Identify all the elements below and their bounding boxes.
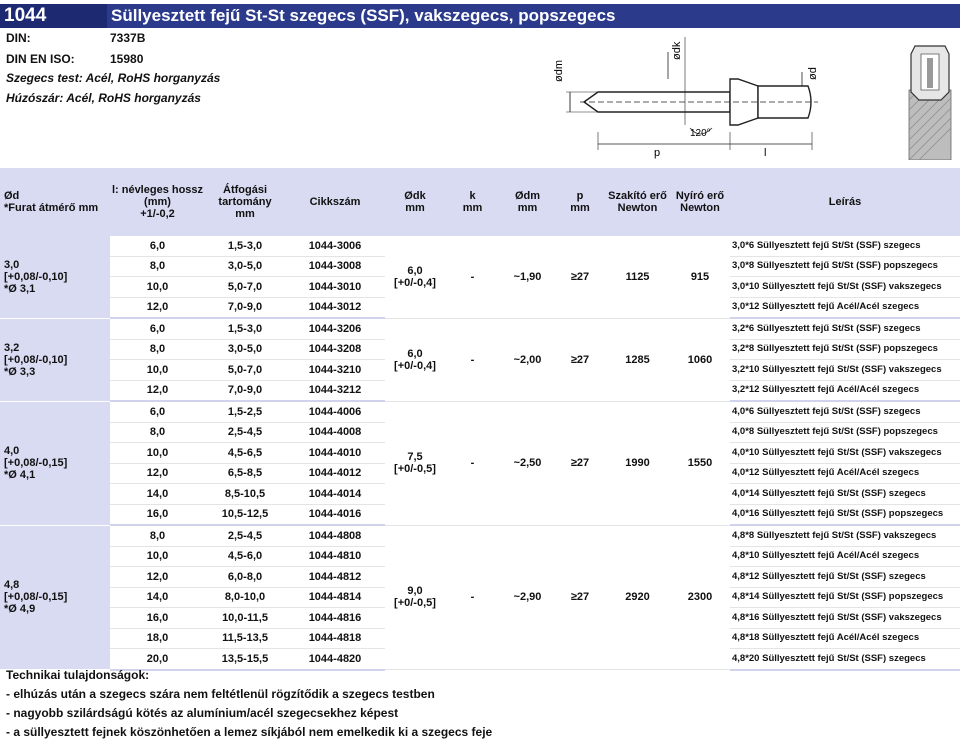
article-cell: 1044-4006 xyxy=(285,401,385,422)
range-cell: 7,0-9,0 xyxy=(205,297,285,318)
length-cell: 18,0 xyxy=(110,628,205,649)
tech-item: - nagyobb szilárdságú kötés az alumínium/acél szegecsekhez képest xyxy=(6,706,399,720)
label-p: p xyxy=(654,147,661,159)
col-length: l: névleges hossz (mm) +1/-0,2 xyxy=(110,168,205,236)
article-cell: 1044-4016 xyxy=(285,504,385,525)
col-k: k mm xyxy=(445,168,500,236)
dk-cell: 7,5 [+0/-0,5] xyxy=(385,401,445,525)
article-cell: 1044-4820 xyxy=(285,649,385,670)
spec-iso xyxy=(6,52,144,66)
shear-cell: 2300 xyxy=(670,525,730,670)
shear-cell: 915 xyxy=(670,236,730,318)
article-cell: 1044-3012 xyxy=(285,297,385,318)
article-cell: 1044-3208 xyxy=(285,339,385,360)
description-cell: 4,8*10 Süllyesztett fejű Acél/Acél szegecs xyxy=(730,546,960,567)
length-cell: 12,0 xyxy=(110,567,205,588)
product-title: Süllyesztett fejű St-St szegecs (SSF), vakszegecs, popszegecs xyxy=(107,4,960,28)
length-cell: 16,0 xyxy=(110,608,205,629)
table-header-row xyxy=(0,168,960,236)
article-cell: 1044-3008 xyxy=(285,256,385,277)
p-cell: ≥27 xyxy=(555,525,605,670)
tech-item: - a süllyesztett fejnek köszönhetően a lemez síkjából nem emelkedik ki a szegecs feje xyxy=(6,725,493,739)
col-description: Leírás xyxy=(730,168,960,236)
p-cell: ≥27 xyxy=(555,318,605,401)
length-cell: 10,0 xyxy=(110,360,205,381)
spec-din-label: DIN: xyxy=(6,31,31,45)
description-cell: 4,0*14 Süllyesztett fejű St/St (SSF) szegecs xyxy=(730,484,960,505)
rivet-drawing xyxy=(540,32,830,162)
description-cell: 4,8*16 Süllyesztett fejű St/St (SSF) vakszegecs xyxy=(730,608,960,629)
length-cell: 12,0 xyxy=(110,297,205,318)
article-cell: 1044-4808 xyxy=(285,525,385,546)
title-bar xyxy=(0,4,960,28)
tensile-cell: 2920 xyxy=(605,525,670,670)
k-cell: - xyxy=(445,236,500,318)
length-cell: 6,0 xyxy=(110,401,205,422)
dm-cell: ~2,90 xyxy=(500,525,555,670)
col-shear: Nyíró erő Newton xyxy=(670,168,730,236)
description-cell: 4,0*16 Süllyesztett fejű St/St (SSF) popszegecs xyxy=(730,504,960,525)
description-cell: 4,0*12 Süllyesztett fejű Acél/Acél szegecs xyxy=(730,463,960,484)
range-cell: 5,0-7,0 xyxy=(205,277,285,298)
k-cell: - xyxy=(445,525,500,670)
description-cell: 3,2*8 Süllyesztett fejű St/St (SSF) popszegecs xyxy=(730,339,960,360)
diameter-cell: 3,0 [+0,08/-0,10] *Ø 3,1 xyxy=(0,236,110,318)
range-cell: 10,5-12,5 xyxy=(205,504,285,525)
article-cell: 1044-4810 xyxy=(285,546,385,567)
description-cell: 4,8*8 Süllyesztett fejű St/St (SSF) vakszegecs xyxy=(730,525,960,546)
spec-body-material: Szegecs test: Acél, RoHS horganyzás xyxy=(6,71,221,85)
range-cell: 8,0-10,0 xyxy=(205,587,285,608)
spec-din-value: 7337B xyxy=(110,31,146,45)
label-angle: 120° xyxy=(690,128,711,139)
description-cell: 4,0*10 Süllyesztett fejű St/St (SSF) vakszegecs xyxy=(730,443,960,464)
article-cell: 1044-4008 xyxy=(285,422,385,443)
description-cell: 4,0*6 Süllyesztett fejű St/St (SSF) szegecs xyxy=(730,401,960,422)
range-cell: 1,5-3,0 xyxy=(205,318,285,339)
rivet-section-illustration xyxy=(905,40,955,160)
label-d: ød xyxy=(807,67,819,80)
col-p: p mm xyxy=(555,168,605,236)
range-cell: 3,0-5,0 xyxy=(205,256,285,277)
range-cell: 6,0-8,0 xyxy=(205,567,285,588)
k-cell: - xyxy=(445,318,500,401)
range-cell: 3,0-5,0 xyxy=(205,339,285,360)
length-cell: 6,0 xyxy=(110,236,205,256)
description-cell: 4,0*8 Süllyesztett fejű St/St (SSF) popszegecs xyxy=(730,422,960,443)
label-dk: ødk xyxy=(671,41,683,60)
spec-din xyxy=(6,31,146,45)
dm-cell: ~2,00 xyxy=(500,318,555,401)
article-cell: 1044-4014 xyxy=(285,484,385,505)
dm-cell: ~2,50 xyxy=(500,401,555,525)
description-cell: 3,2*10 Süllyesztett fejű St/St (SSF) vakszegecs xyxy=(730,360,960,381)
range-cell: 5,0-7,0 xyxy=(205,360,285,381)
length-cell: 14,0 xyxy=(110,587,205,608)
range-cell: 13,5-15,5 xyxy=(205,649,285,670)
col-range: Átfogási tartomány mm xyxy=(205,168,285,236)
description-cell: 3,0*6 Süllyesztett fejű St/St (SSF) szegecs xyxy=(730,236,960,256)
article-cell: 1044-3210 xyxy=(285,360,385,381)
spec-iso-value: 15980 xyxy=(110,52,144,66)
product-code: 1044 xyxy=(0,4,107,28)
tech-item: - elhúzás után a szegecs szára nem feltétlenül rögzítődik a szegecs testben xyxy=(6,687,435,701)
description-cell: 4,8*12 Süllyesztett fejű St/St (SSF) szegecs xyxy=(730,567,960,588)
col-dm: Ødm mm xyxy=(500,168,555,236)
range-cell: 2,5-4,5 xyxy=(205,422,285,443)
description-cell: 4,8*18 Süllyesztett fejű Acél/Acél szegecs xyxy=(730,628,960,649)
range-cell: 2,5-4,5 xyxy=(205,525,285,546)
range-cell: 6,5-8,5 xyxy=(205,463,285,484)
article-cell: 1044-3006 xyxy=(285,236,385,256)
col-tensile: Szakító erő Newton xyxy=(605,168,670,236)
dk-cell: 9,0 [+0/-0,5] xyxy=(385,525,445,670)
range-cell: 8,5-10,5 xyxy=(205,484,285,505)
article-cell: 1044-4816 xyxy=(285,608,385,629)
diameter-cell: 4,0 [+0,08/-0,15] *Ø 4,1 xyxy=(0,401,110,525)
length-cell: 12,0 xyxy=(110,380,205,401)
range-cell: 10,0-11,5 xyxy=(205,608,285,629)
rivet-table xyxy=(0,168,960,671)
description-cell: 3,2*6 Süllyesztett fejű St/St (SSF) szegecs xyxy=(730,318,960,339)
length-cell: 8,0 xyxy=(110,339,205,360)
col-od: Ød *Furat átmérő mm xyxy=(0,168,110,236)
diameter-cell: 4,8 [+0,08/-0,15] *Ø 4,9 xyxy=(0,525,110,670)
table-row xyxy=(0,401,960,422)
article-cell: 1044-4812 xyxy=(285,567,385,588)
article-cell: 1044-3212 xyxy=(285,380,385,401)
length-cell: 8,0 xyxy=(110,525,205,546)
col-dk: Ødk mm xyxy=(385,168,445,236)
tech-title: Technikai tulajdonságok: xyxy=(6,668,150,682)
description-cell: 3,2*12 Süllyesztett fejű Acél/Acél szegecs xyxy=(730,380,960,401)
dk-cell: 6,0 [+0/-0,4] xyxy=(385,236,445,318)
range-cell: 1,5-3,0 xyxy=(205,236,285,256)
length-cell: 6,0 xyxy=(110,318,205,339)
description-cell: 4,8*20 Süllyesztett fejű St/St (SSF) szegecs xyxy=(730,649,960,670)
length-cell: 12,0 xyxy=(110,463,205,484)
tensile-cell: 1285 xyxy=(605,318,670,401)
length-cell: 10,0 xyxy=(110,546,205,567)
tensile-cell: 1990 xyxy=(605,401,670,525)
article-cell: 1044-4012 xyxy=(285,463,385,484)
label-l: l xyxy=(764,147,767,159)
article-cell: 1044-4818 xyxy=(285,628,385,649)
description-cell: 4,8*14 Süllyesztett fejű St/St (SSF) popszegecs xyxy=(730,587,960,608)
spec-iso-label: DIN EN ISO: xyxy=(6,52,75,66)
article-cell: 1044-3206 xyxy=(285,318,385,339)
p-cell: ≥27 xyxy=(555,236,605,318)
length-cell: 16,0 xyxy=(110,504,205,525)
table-row xyxy=(0,525,960,546)
length-cell: 20,0 xyxy=(110,649,205,670)
length-cell: 8,0 xyxy=(110,422,205,443)
diameter-cell: 3,2 [+0,08/-0,10] *Ø 3,3 xyxy=(0,318,110,401)
range-cell: 1,5-2,5 xyxy=(205,401,285,422)
k-cell: - xyxy=(445,401,500,525)
dk-cell: 6,0 [+0/-0,4] xyxy=(385,318,445,401)
length-cell: 10,0 xyxy=(110,443,205,464)
article-cell: 1044-4010 xyxy=(285,443,385,464)
table-row xyxy=(0,318,960,339)
col-article: Cikkszám xyxy=(285,168,385,236)
range-cell: 11,5-13,5 xyxy=(205,628,285,649)
length-cell: 8,0 xyxy=(110,256,205,277)
shear-cell: 1550 xyxy=(670,401,730,525)
length-cell: 14,0 xyxy=(110,484,205,505)
p-cell: ≥27 xyxy=(555,401,605,525)
table-row xyxy=(0,236,960,256)
description-cell: 3,0*12 Süllyesztett fejű Acél/Acél szegecs xyxy=(730,297,960,318)
description-cell: 3,0*8 Süllyesztett fejű St/St (SSF) popszegecs xyxy=(730,256,960,277)
range-cell: 4,5-6,5 xyxy=(205,443,285,464)
description-cell: 3,0*10 Süllyesztett fejű St/St (SSF) vakszegecs xyxy=(730,277,960,298)
label-dm: ødm xyxy=(553,60,565,82)
article-cell: 1044-3010 xyxy=(285,277,385,298)
range-cell: 7,0-9,0 xyxy=(205,380,285,401)
length-cell: 10,0 xyxy=(110,277,205,298)
range-cell: 4,5-6,0 xyxy=(205,546,285,567)
dm-cell: ~1,90 xyxy=(500,236,555,318)
shear-cell: 1060 xyxy=(670,318,730,401)
article-cell: 1044-4814 xyxy=(285,587,385,608)
spec-mandrel-material: Húzószár: Acél, RoHS horganyzás xyxy=(6,91,201,105)
tensile-cell: 1125 xyxy=(605,236,670,318)
